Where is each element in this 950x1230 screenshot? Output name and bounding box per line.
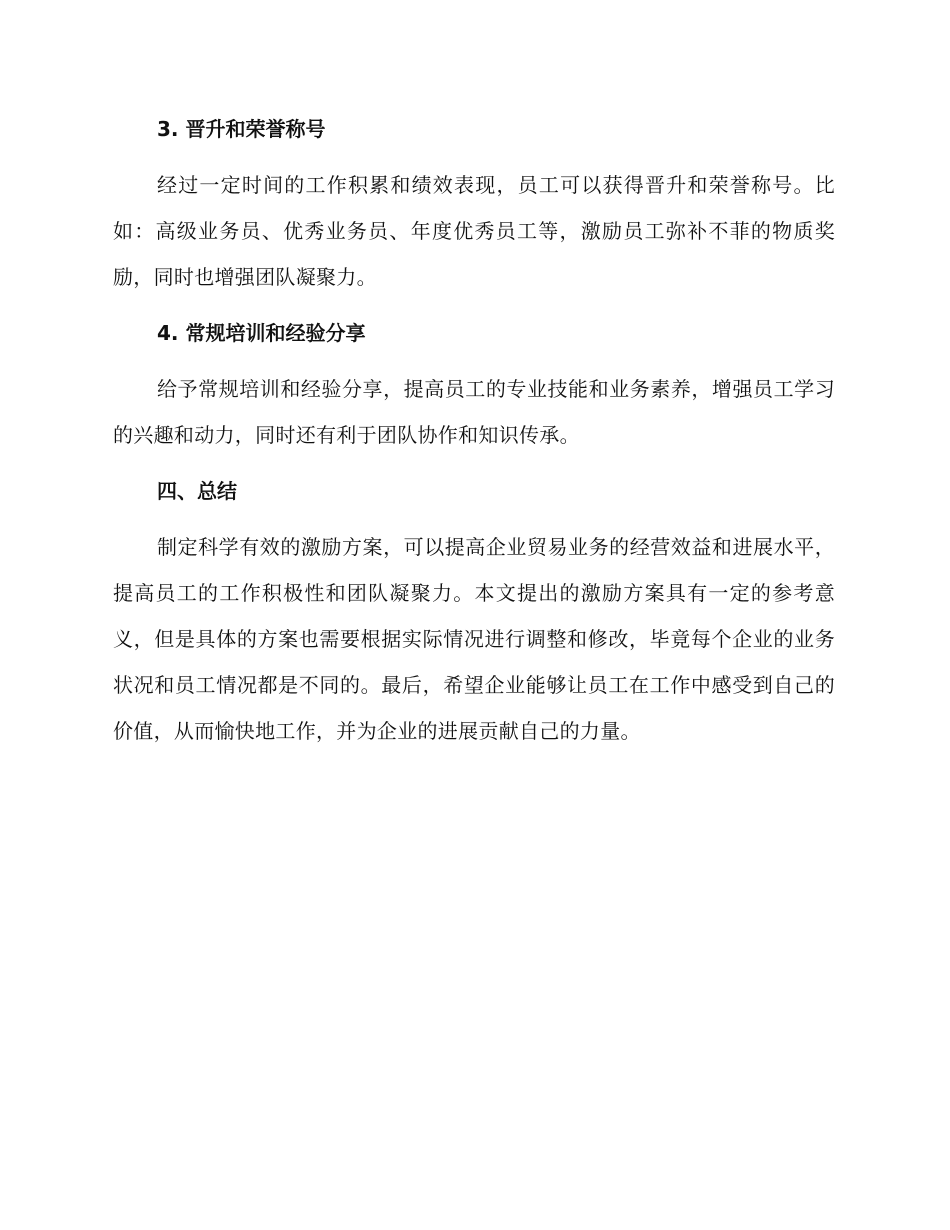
section-heading-summary: 四、总结 bbox=[157, 479, 237, 503]
section-heading-promotion: 3. 晋升和荣誉称号 bbox=[157, 117, 326, 141]
document-body bbox=[113, 106, 835, 764]
section-paragraph-training: 给予常规培训和经验分享，提高员工的专业技能和业务素养，增强员工学习的兴趣和动力，同时还有利于团队协作和知识传承。 bbox=[113, 377, 835, 447]
section-paragraph-promotion: 经过一定时间的工作积累和绩效表现，员工可以获得晋升和荣誉称号。比如：高级业务员、优秀业务员、年度优秀员工等，激励员工弥补不菲的物质奖励，同时也增强团队凝聚力。 bbox=[113, 173, 835, 289]
section-paragraph-summary: 制定科学有效的激励方案，可以提高企业贸易业务的经营效益和进展水平，提高员工的工作积极性和团队凝聚力。本文提出的激励方案具有一定的参考意义，但是具体的方案也需要根据实际情况进行调整和修改，毕竟每个企业的业务状况和员工情况都是不同的。最后，希望企业能够让员工在工作中感受到自己的价值，从而愉快地工作，并为企业的进展贡献自己的力量。 bbox=[113, 535, 835, 743]
section-heading-training: 4. 常规培训和经验分享 bbox=[157, 321, 366, 345]
